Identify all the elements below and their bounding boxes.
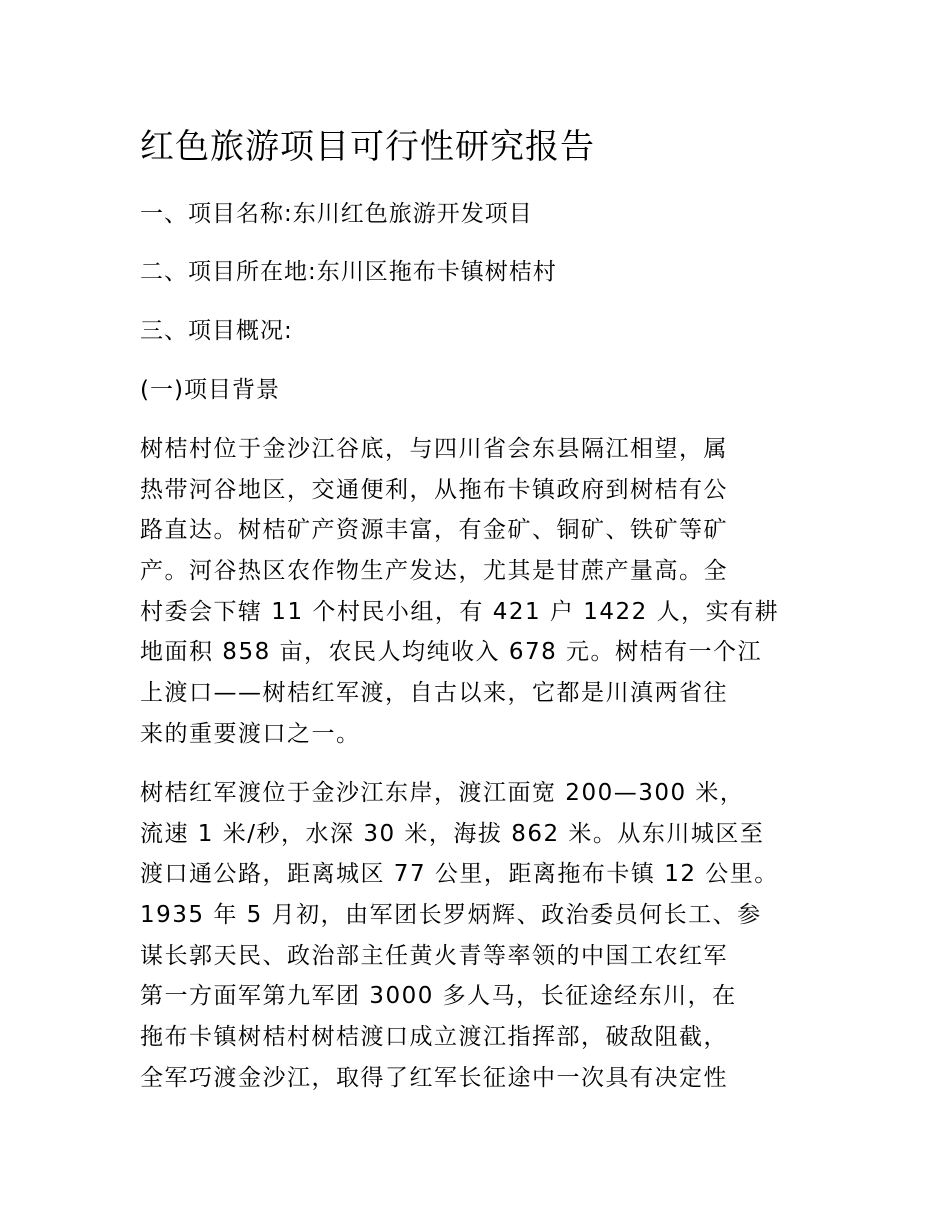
paragraph-line: 来的重要渡口之一。	[140, 720, 361, 747]
paragraph-line: 上渡口——树桔红军渡，自古以来，它都是川滇两省往	[140, 680, 728, 707]
heading-project-background: (一)项目背景	[140, 377, 280, 403]
paragraph-line: 村委会下辖 11 个村民小组，有 421 户 1422 人，实有耕	[140, 598, 780, 625]
paragraph-red-army-ferry	[140, 773, 820, 1099]
heading-project-name: 一、项目名称:东川红色旅游开发项目	[140, 201, 533, 227]
paragraph-line: 谋长郭天民、政治部主任黄火青等率领的中国工农红军	[140, 942, 728, 969]
paragraph-line: 路直达。树桔矿产资源丰富，有金矿、铜矿、铁矿等矿	[140, 517, 728, 544]
paragraph-line: 产。河谷热区农作物生产发达，尤其是甘蔗产量高。全	[140, 558, 728, 585]
paragraph-line: 1935 年 5 月初，由军团长罗炳辉、政治委员何长工、参	[140, 902, 762, 929]
paragraph-line: 拖布卡镇树桔村树桔渡口成立渡江指挥部，破敌阻截，	[140, 1024, 728, 1051]
document-title: 红色旅游项目可行性研究报告	[140, 127, 595, 167]
paragraph-line: 地面积 858 亩，农民人均纯收入 678 元。树桔有一个江	[140, 639, 763, 666]
paragraph-line: 热带河谷地区，交通便利，从拖布卡镇政府到树桔有公	[140, 476, 728, 503]
paragraph-line: 树桔村位于金沙江谷底，与四川省会东县隔江相望，属	[140, 436, 728, 462]
paragraph-line: 渡口通公路，距离城区 77 公里，距离拖布卡镇 12 公里。	[140, 861, 779, 888]
heading-project-overview: 三、项目概况:	[140, 318, 293, 344]
paragraph-line: 第一方面军第九军团 3000 多人马，长征途经东川，在	[140, 983, 737, 1010]
paragraph-line: 树桔红军渡位于金沙江东岸，渡江面宽 200—300 米，	[140, 780, 745, 806]
paragraph-line: 流速 1 米/秒，水深 30 米，海拔 862 米。从东川城区至	[140, 820, 765, 847]
paragraph-line: 全军巧渡金沙江，取得了红军长征途中一次具有决定性	[140, 1064, 728, 1091]
heading-project-location: 二、项目所在地:东川区拖布卡镇树桔村	[140, 259, 557, 285]
paragraph-village-intro	[140, 429, 820, 755]
